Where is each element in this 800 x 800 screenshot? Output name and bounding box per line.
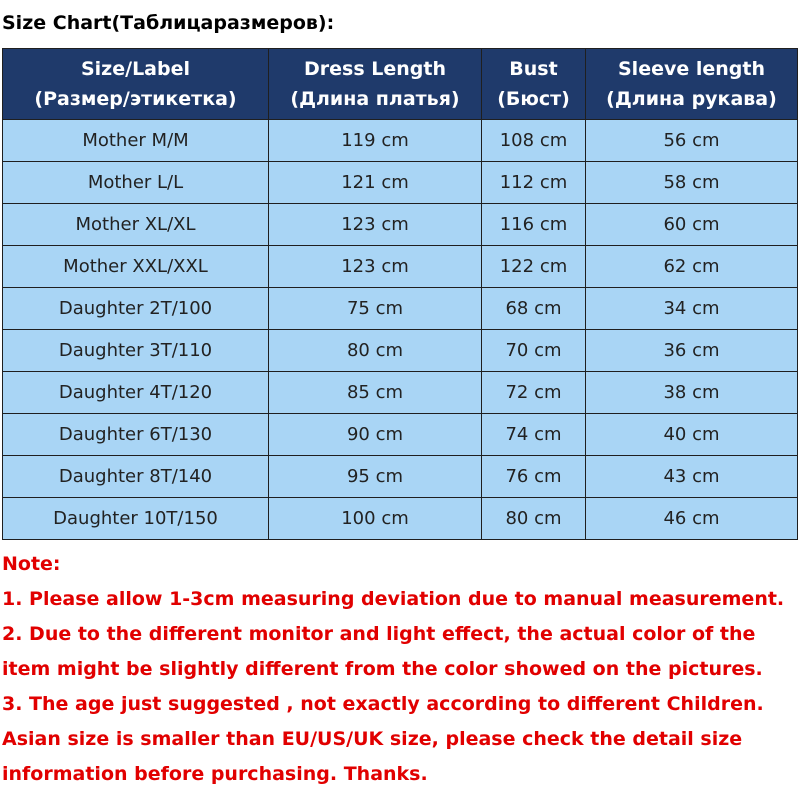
cell-size: Mother L/L <box>3 162 269 204</box>
note-heading: Note: <box>2 553 61 575</box>
cell-sleeve-length: 56 cm <box>586 120 798 162</box>
cell-dress-length: 123 cm <box>269 246 482 288</box>
cell-dress-length: 80 cm <box>269 330 482 372</box>
note-line: 1. Please allow 1-3cm measuring deviation due to manual measurement. <box>2 588 785 610</box>
header-line-en: Size/Label <box>80 58 190 80</box>
table-row <box>3 120 798 162</box>
cell-size: Daughter 2T/100 <box>3 288 269 330</box>
header-line-en: Bust <box>509 58 558 80</box>
note-line: item might be slightly different from the color showed on the pictures. <box>2 658 763 680</box>
size-chart-table <box>2 48 798 540</box>
cell-size: Daughter 4T/120 <box>3 372 269 414</box>
cell-dress-length: 123 cm <box>269 204 482 246</box>
header-line-en: Sleeve length <box>618 58 765 80</box>
cell-dress-length: 119 cm <box>269 120 482 162</box>
cell-bust: 72 cm <box>482 372 586 414</box>
cell-sleeve-length: 36 cm <box>586 330 798 372</box>
cell-dress-length: 90 cm <box>269 414 482 456</box>
table-row <box>3 246 798 288</box>
cell-bust: 122 cm <box>482 246 586 288</box>
cell-sleeve-length: 43 cm <box>586 456 798 498</box>
table-row <box>3 414 798 456</box>
table-row <box>3 330 798 372</box>
cell-bust: 108 cm <box>482 120 586 162</box>
header-line-ru: (Размер/этикетка) <box>34 88 237 110</box>
header-line-en: Dress Length <box>304 58 446 80</box>
table-row <box>3 288 798 330</box>
header-sleeve-length <box>586 49 798 120</box>
cell-dress-length: 121 cm <box>269 162 482 204</box>
table-row <box>3 498 798 540</box>
cell-dress-length: 95 cm <box>269 456 482 498</box>
table-row <box>3 204 798 246</box>
cell-sleeve-length: 38 cm <box>586 372 798 414</box>
header-bust <box>482 49 586 120</box>
header-dress-length <box>269 49 482 120</box>
cell-bust: 74 cm <box>482 414 586 456</box>
note-line: information before purchasing. Thanks. <box>2 763 428 785</box>
notes-section <box>2 547 798 792</box>
cell-size: Mother M/M <box>3 120 269 162</box>
table-header-row <box>3 49 798 120</box>
cell-bust: 76 cm <box>482 456 586 498</box>
note-line: Asian size is smaller than EU/US/UK size, please check the detail size <box>2 728 743 750</box>
cell-sleeve-length: 34 cm <box>586 288 798 330</box>
table-row <box>3 456 798 498</box>
cell-bust: 112 cm <box>482 162 586 204</box>
page-title: Size Chart(Таблицаразмеров): <box>2 12 335 34</box>
header-line-ru: (Бюст) <box>497 88 570 110</box>
table-row <box>3 162 798 204</box>
note-line: 2. Due to the different monitor and light effect, the actual color of the <box>2 623 756 645</box>
cell-sleeve-length: 62 cm <box>586 246 798 288</box>
cell-bust: 70 cm <box>482 330 586 372</box>
cell-bust: 80 cm <box>482 498 586 540</box>
note-line: 3. The age just suggested , not exactly according to different Children. <box>2 693 764 715</box>
cell-dress-length: 75 cm <box>269 288 482 330</box>
cell-size: Mother XL/XL <box>3 204 269 246</box>
header-line-ru: (Длина платья) <box>290 88 460 110</box>
cell-size: Daughter 3T/110 <box>3 330 269 372</box>
cell-dress-length: 100 cm <box>269 498 482 540</box>
cell-size: Daughter 8T/140 <box>3 456 269 498</box>
cell-sleeve-length: 40 cm <box>586 414 798 456</box>
cell-bust: 68 cm <box>482 288 586 330</box>
table-row <box>3 372 798 414</box>
cell-bust: 116 cm <box>482 204 586 246</box>
cell-sleeve-length: 60 cm <box>586 204 798 246</box>
header-size-label <box>3 49 269 120</box>
cell-size: Mother XXL/XXL <box>3 246 269 288</box>
header-line-ru: (Длина рукава) <box>606 88 777 110</box>
cell-dress-length: 85 cm <box>269 372 482 414</box>
cell-sleeve-length: 46 cm <box>586 498 798 540</box>
cell-size: Daughter 10T/150 <box>3 498 269 540</box>
cell-sleeve-length: 58 cm <box>586 162 798 204</box>
cell-size: Daughter 6T/130 <box>3 414 269 456</box>
